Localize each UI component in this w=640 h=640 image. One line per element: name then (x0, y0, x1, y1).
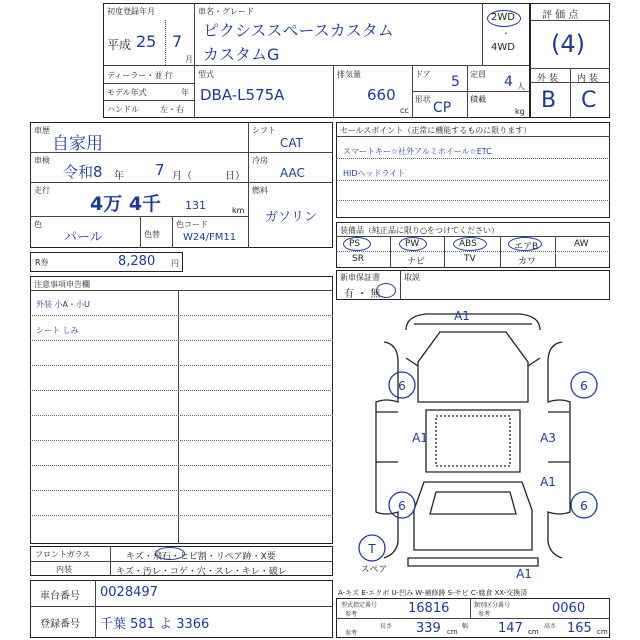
inspection-year-unit: 年 (114, 171, 124, 182)
equipment-title: 装備品（純正品に限り○をつけてください） (340, 226, 499, 235)
recycle-label: R券 (35, 258, 49, 267)
notes-line-1: 外装 小A・小U (36, 300, 90, 309)
shift-label: シフト (252, 126, 276, 135)
color-code-value: W24/FM11 (183, 232, 237, 243)
inspection-era: 令和8 (63, 163, 103, 181)
mark-front-right-tire: 6 (580, 379, 588, 393)
dims-ref-label-2: 参考 (478, 611, 491, 618)
shape-value: CP (433, 100, 452, 116)
warranty-value: 有 ・ 無 (344, 289, 381, 300)
car-name: ピクシススペースカスタム (203, 21, 394, 40)
mark-front: A1 (454, 309, 470, 323)
mark-front-left-tire: 6 (398, 379, 406, 393)
mark-spare: T (368, 542, 376, 556)
damage-legend: A-キズ E-エクボ U-凹み W-補修跡 S-サビ C-腐食 XX-交換済 (338, 589, 528, 597)
shift-value: CAT (280, 136, 303, 150)
notes-line-2: シート しみ (36, 326, 79, 335)
capacity-unit: 人 (517, 82, 525, 91)
spare-label: スペア (360, 565, 388, 575)
model-year-unit: 年 (181, 88, 189, 97)
equip-aw: AW (574, 239, 589, 249)
dims-length-value: 339 (416, 621, 441, 636)
drive-separator: ・ (502, 29, 510, 38)
door-value: 5 (451, 74, 460, 90)
recycle-value: 8,280 (118, 254, 156, 269)
load-unit: kg (515, 107, 525, 116)
dims-ref-label-1: 参考 (345, 611, 358, 618)
type-label: 型式 (198, 70, 214, 79)
first-reg-year: 25 (136, 32, 157, 51)
first-reg-era: 平成 (107, 38, 132, 52)
sales-point-line-2: HIDヘッドライト (343, 169, 406, 178)
dims-width-label: 幅 (462, 623, 469, 630)
inspection-month: 7 (155, 161, 165, 179)
dims-width-value: 147 (498, 621, 523, 636)
dims-class-value: 0060 (552, 601, 586, 616)
color-code-label: 色コード (176, 220, 208, 229)
handle-label: ハンドル (107, 105, 139, 114)
interior-cond-options: キズ・汚レ・コゲ・穴・スレ・キレ・破レ (116, 567, 287, 577)
plate-label: 登録番号 (40, 619, 80, 630)
mileage-label: 走行 (34, 186, 50, 195)
equip-pw: PW (405, 239, 420, 249)
notes-title: 注意事項申告欄 (34, 280, 90, 289)
category-value: 自家用 (52, 134, 103, 154)
dims-length-unit: cm (447, 628, 458, 636)
load-label: 積載 (470, 95, 486, 104)
dims-height-value: 165 (567, 621, 592, 636)
car-name-label: 車名・グレード (198, 7, 254, 16)
chassis-value: 0028497 (100, 585, 158, 600)
equip-sr: SR (352, 254, 364, 264)
model-year-label: モデル年式 (107, 88, 147, 97)
first-reg-month-unit: 月 (185, 55, 193, 64)
warranty-label: 新車保証書 (340, 273, 380, 282)
equip-ps: PS (349, 239, 361, 249)
manual-label: 取説 (404, 273, 420, 282)
displacement-label: 排気量 (337, 70, 361, 79)
mileage-sub: 131 (185, 199, 206, 212)
score-value: (4) (551, 30, 585, 58)
color-label: 色 (34, 220, 42, 229)
equip-navi: ナビ (407, 257, 426, 267)
dims-model-label: 型式指定番号 (341, 602, 378, 609)
car-damage-diagram (336, 302, 610, 592)
dims-model-value: 16816 (408, 601, 450, 616)
dims-ref-label-3: 参考 (345, 630, 358, 637)
type-value: DBA-L575A (200, 86, 285, 104)
mark-rear-left-tire: 6 (398, 499, 406, 513)
inspection-label: 車検 (34, 156, 50, 165)
inspection-day-unit: 日） (225, 171, 245, 182)
inspection-month-unit: 月（ (172, 171, 192, 182)
color-change-label: 色替 (144, 230, 160, 239)
mark-rear: A1 (516, 567, 532, 581)
mileage-value: 4万 4千 (90, 193, 162, 215)
dims-height-unit: cm (597, 628, 608, 636)
interior-label: 内 装 (577, 74, 598, 84)
score-label: 評 価 点 (542, 10, 579, 21)
equip-tv: TV (464, 254, 476, 264)
displacement-value: 660 (367, 86, 396, 104)
notes-box (30, 276, 333, 544)
mark-right-rear-quarter: A1 (540, 475, 556, 489)
ac-value: AAC (280, 166, 305, 180)
fuel-label: 燃料 (252, 186, 268, 195)
chassis-label: 車台番号 (40, 591, 80, 602)
mark-rear-right-tire: 6 (580, 499, 588, 513)
plate-value: 千葉 581 よ 3366 (100, 617, 210, 632)
shape-label: 形状 (415, 95, 431, 104)
first-reg-month: 7 (172, 32, 183, 51)
recycle-box (30, 252, 183, 272)
equip-leather: カワ (518, 257, 537, 267)
recycle-unit: 円 (171, 259, 179, 268)
first-reg-label: 初度登録年月 (107, 7, 155, 16)
capacity-value: 4 (504, 74, 513, 90)
dims-class-label: 類別区分番号 (474, 602, 511, 609)
drive-2wd: 2WD (491, 12, 515, 23)
displacement-unit: cc (400, 106, 409, 115)
equip-abs: ABS (459, 239, 477, 249)
fuel-value: ガソリン (265, 210, 318, 225)
mileage-unit: km (232, 206, 245, 215)
ac-label: 冷房 (252, 156, 268, 165)
capacity-label: 定員 (470, 70, 486, 79)
handle-options: 左・右 (160, 105, 184, 114)
category-label: 車歴 (34, 126, 50, 135)
mark-right-side: A3 (540, 431, 556, 445)
interior-value: C (581, 88, 597, 113)
exterior-label: 外 装 (537, 74, 558, 84)
front-glass-options: キズ・飛石・ヒビ割・リペア跡・X要 (126, 552, 276, 562)
dims-length-label: 長さ (380, 623, 393, 630)
drive-4wd: 4WD (491, 42, 515, 53)
mark-left-side: A1 (412, 431, 428, 445)
dims-height-label: 高さ (544, 623, 557, 630)
interior-cond-label: 内装 (56, 565, 72, 574)
sales-point-line-1: スマートキー☆社外アルミホイール☆ETC (343, 147, 492, 156)
warranty-none-circle (376, 283, 396, 298)
dealer-label: ディーラー・並 行 (107, 71, 173, 80)
stone-chip-circle (155, 547, 185, 560)
exterior-value: B (541, 88, 557, 113)
car-grade: カスタムG (203, 45, 280, 64)
dims-width-unit: cm (528, 628, 539, 636)
front-glass-label: フロントガラス (35, 550, 91, 559)
equip-airbag: エアB (514, 242, 539, 252)
color-value: パール (64, 230, 103, 245)
door-label: ドア (415, 70, 431, 79)
sales-points-title: セールスポイント（正常に機能するものに限ります） (340, 126, 532, 135)
